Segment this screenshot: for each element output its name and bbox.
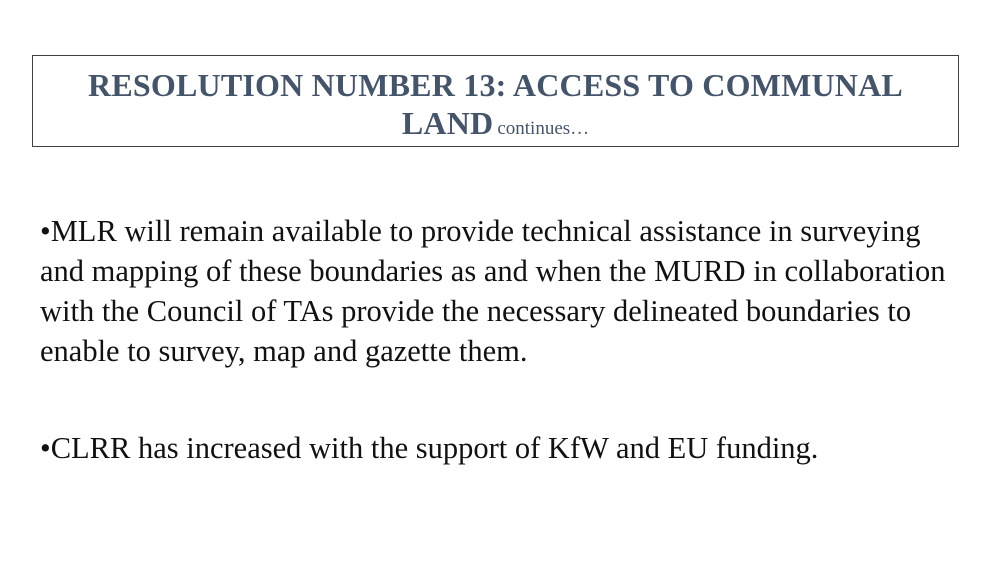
slide-title-box [32, 55, 959, 147]
bullet-text: MLR will remain available to provide technical assistance in surveying and mapping of these boundaries as and when the MURD in collaboration with the Council of TAs provide the necessary delineated boundaries to enable to survey, map and gazette them. [40, 214, 946, 368]
title-line-2: LAND [401, 105, 494, 141]
bullet-text: CLRR has increased with the support of KfW and EU funding. [50, 431, 819, 465]
title-continues: continues… [497, 118, 590, 139]
bullet-marker: • [40, 214, 51, 248]
bullet-item [40, 211, 970, 371]
slide-title [33, 66, 958, 142]
title-line-1: RESOLUTION NUMBER 13: ACCESS TO COMMUNAL [88, 67, 903, 103]
bullet-item [40, 428, 970, 468]
bullet-marker: • [40, 431, 51, 465]
